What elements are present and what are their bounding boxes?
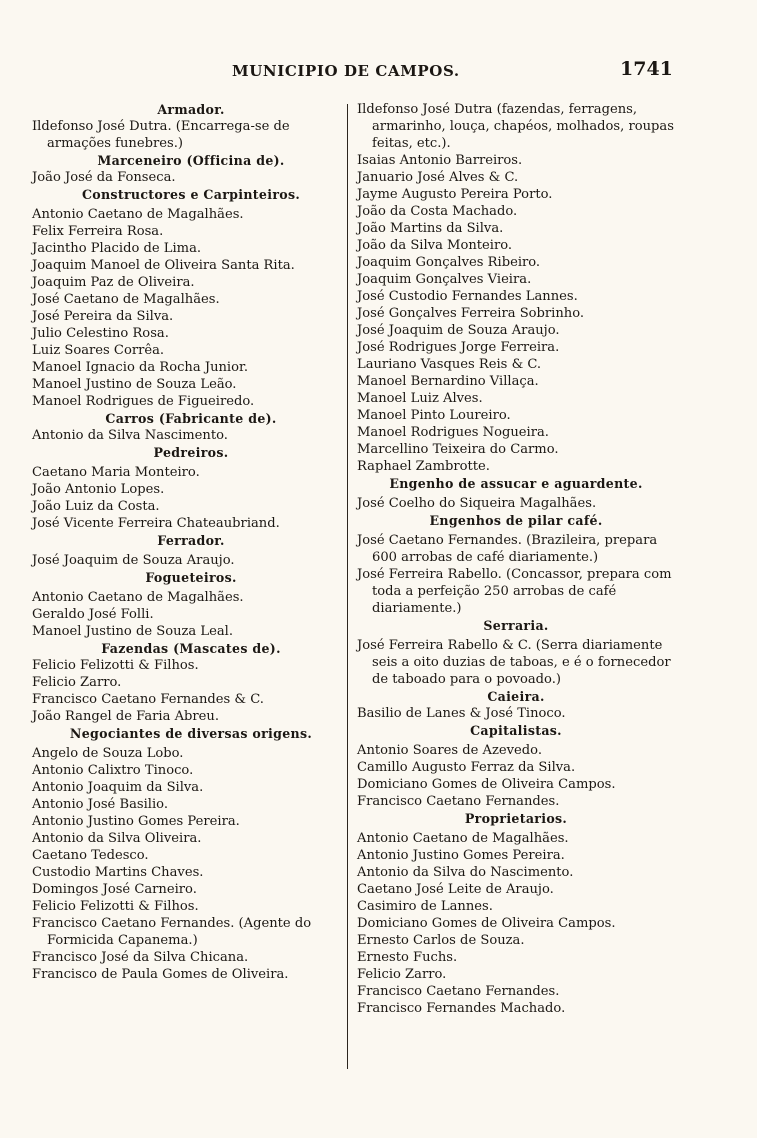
list-item: Antonio Soares de Azevedo.: [357, 743, 542, 758]
list-item: José Ferreira Rabello & C. (Serra diariamente seis a oito duzias de taboas, e é o fornecedor de taboado para o povoado.): [357, 638, 671, 687]
running-title: MUNICIPIO DE CAMPOS.: [232, 62, 460, 80]
section-title: Constructores e Carpinteiros.: [81, 187, 301, 202]
list-item: Antonio Justino Gomes Pereira.: [32, 814, 240, 829]
list-item: Ildefonso José Dutra (fazendas, ferragens, armarinho, louça, chapéos, molhados, roupas feitas, etc.).: [357, 102, 674, 151]
section-title: Serraria.: [483, 618, 549, 633]
list-item: João da Silva Monteiro.: [357, 238, 513, 253]
list-item: Antonio Caetano de Magalhães.: [32, 207, 244, 222]
list-item: Felicio Zarro.: [357, 967, 447, 982]
list-item: José Caetano Fernandes. (Brazileira, prepara 600 arrobas de café diariamente.): [357, 533, 658, 565]
section-title: Carros (Fabricante de).: [105, 411, 277, 426]
list-item: José Ferreira Rabello. (Concassor, prepara com toda a perfeição 250 arrobas de café diariamente.): [357, 567, 672, 616]
section-title: Fogueteiros.: [145, 570, 237, 585]
section-title: Engenhos de pilar café.: [429, 513, 603, 528]
list-item: Julio Celestino Rosa.: [32, 326, 169, 341]
right-column: [357, 101, 675, 1017]
list-item: José Rodrigues Jorge Ferreira.: [357, 340, 560, 355]
list-item: Isaias Antonio Barreiros.: [357, 153, 523, 168]
list-item: João Luiz da Costa.: [32, 499, 160, 514]
list-item: Antonio Caetano de Magalhães.: [32, 590, 244, 605]
list-item: Caetano José Leite de Araujo.: [357, 882, 554, 897]
list-item: Casimiro de Lannes.: [357, 899, 493, 914]
list-item: Caetano Maria Monteiro.: [32, 465, 200, 480]
list-item: Ernesto Fuchs.: [357, 950, 458, 965]
list-item: Francisco Fernandes Machado.: [357, 1001, 566, 1016]
list-item: Basilio de Lanes & José Tinoco.: [357, 706, 566, 721]
section-title: Negociantes de diversas origens.: [69, 726, 313, 741]
list-item: José Custodio Fernandes Lannes.: [357, 289, 578, 304]
list-item: Domiciano Gomes de Oliveira Campos.: [357, 777, 616, 792]
list-item: Januario José Alves & C.: [357, 170, 519, 185]
list-item: Antonio Justino Gomes Pereira.: [357, 848, 565, 863]
list-item: Jacintho Placido de Lima.: [32, 241, 202, 256]
list-item: Manoel Ignacio da Rocha Junior.: [32, 360, 248, 375]
list-item: Domingos José Carneiro.: [32, 882, 197, 897]
list-item: Manoel Justino de Souza Leal.: [32, 624, 234, 639]
page-header: [0, 58, 757, 86]
list-item: Manoel Justino de Souza Leão.: [32, 377, 237, 392]
list-item: José Joaquim de Souza Araujo.: [32, 553, 235, 568]
list-item: Antonio Joaquim da Silva.: [32, 780, 204, 795]
list-item: Joaquim Gonçalves Vieira.: [357, 272, 532, 287]
list-item: Luiz Soares Corrêa.: [32, 343, 165, 358]
list-item: Francisco José da Silva Chicana.: [32, 950, 249, 965]
list-item: José Vicente Ferreira Chateaubriand.: [32, 516, 280, 531]
list-item: Raphael Zambrotte.: [357, 459, 490, 474]
section-title: Caieira.: [487, 689, 545, 704]
list-item: Joaquim Gonçalves Ribeiro.: [357, 255, 541, 270]
section-title: Engenho de assucar e aguardente.: [389, 476, 643, 491]
list-item: José Caetano de Magalhães.: [32, 292, 220, 307]
section-title: Ferrador.: [157, 533, 225, 548]
list-item: Felicio Zarro.: [32, 675, 122, 690]
list-item: João Martins da Silva.: [357, 221, 504, 236]
list-item: Manoel Rodrigues Nogueira.: [357, 425, 549, 440]
list-item: Ernesto Carlos de Souza.: [357, 933, 525, 948]
list-item: Antonio Caetano de Magalhães.: [357, 831, 569, 846]
list-item: Joaquim Manoel de Oliveira Santa Rita.: [32, 258, 295, 273]
list-item: Manoel Bernardino Villaça.: [357, 374, 539, 389]
list-item: Antonio José Basilio.: [32, 797, 168, 812]
list-item: Custodio Martins Chaves.: [32, 865, 204, 880]
list-item: Caetano Tedesco.: [32, 848, 149, 863]
section-title: Fazendas (Mascates de).: [101, 641, 281, 656]
list-item: José Gonçalves Ferreira Sobrinho.: [357, 306, 585, 321]
list-item: Manoel Rodrigues de Figueiredo.: [32, 394, 255, 409]
list-item: Antonio da Silva Oliveira.: [32, 831, 202, 846]
list-item: Camillo Augusto Ferraz da Silva.: [357, 760, 576, 775]
list-item: Manoel Pinto Loureiro.: [357, 408, 511, 423]
list-item: Francisco Caetano Fernandes & C.: [32, 692, 264, 707]
list-item: Ildefonso José Dutra. (Encarrega-se de armações funebres.): [32, 119, 290, 151]
page-number: 1741: [620, 58, 673, 80]
list-item: João Rangel de Faria Abreu.: [32, 709, 220, 724]
section-title: Pedreiros.: [153, 445, 229, 460]
section-title: Armador.: [157, 102, 225, 117]
list-item: Antonio da Silva do Nascimento.: [357, 865, 574, 880]
list-item: Francisco Caetano Fernandes.: [357, 794, 560, 809]
list-item: Francisco de Paula Gomes de Oliveira.: [32, 967, 289, 982]
left-column: [32, 101, 350, 983]
list-item: João José da Fonseca.: [32, 170, 176, 185]
list-item: José Pereira da Silva.: [32, 309, 174, 324]
list-item: Domiciano Gomes de Oliveira Campos.: [357, 916, 616, 931]
list-item: João da Costa Machado.: [357, 204, 518, 219]
list-item: Antonio da Silva Nascimento.: [32, 428, 228, 443]
list-item: Jayme Augusto Pereira Porto.: [357, 187, 553, 202]
list-item: Felicio Felizotti & Filhos.: [32, 899, 199, 914]
list-item: Geraldo José Folli.: [32, 607, 154, 622]
section-title: Proprietarios.: [464, 811, 568, 826]
list-item: Angelo de Souza Lobo.: [32, 746, 184, 761]
list-item: Francisco Caetano Fernandes. (Agente do Formicida Capanema.): [32, 916, 312, 948]
list-item: Francisco Caetano Fernandes.: [357, 984, 560, 999]
list-item: João Antonio Lopes.: [32, 482, 165, 497]
list-item: Felix Ferreira Rosa.: [32, 224, 164, 239]
list-item: Felicio Felizotti & Filhos.: [32, 658, 199, 673]
list-item: Manoel Luiz Alves.: [357, 391, 483, 406]
list-item: Marcellino Teixeira do Carmo.: [357, 442, 559, 457]
list-item: Antonio Calixtro Tinoco.: [32, 763, 194, 778]
list-item: José Coelho do Siqueira Magalhães.: [357, 496, 597, 511]
section-title: Marceneiro (Officina de).: [97, 153, 285, 168]
list-item: José Joaquim de Souza Araujo.: [357, 323, 560, 338]
list-item: Lauriano Vasques Reis & C.: [357, 357, 542, 372]
list-item: Joaquim Paz de Oliveira.: [32, 275, 195, 290]
section-title: Capitalistas.: [470, 723, 562, 738]
